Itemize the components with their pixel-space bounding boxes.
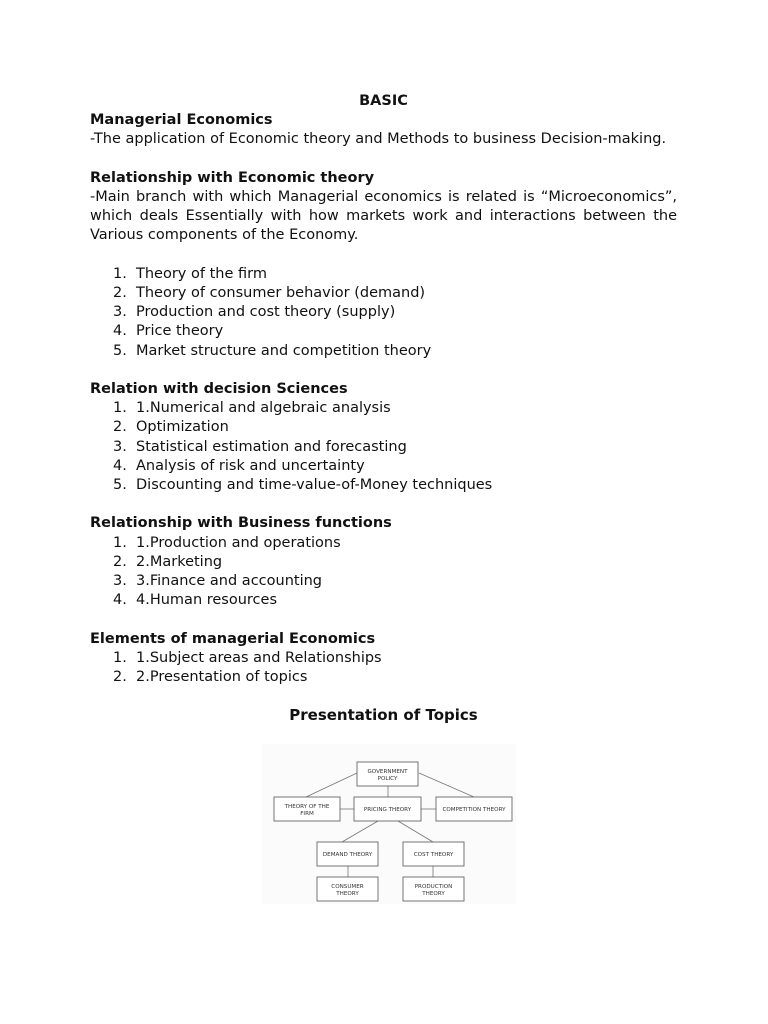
list-number: 2. — [113, 553, 127, 570]
section-text-economic-theory: -Main branch with which Managerial economics is related is “Microeconomics”, which deals Essentially with how markets work and interactions between the Various components of the Economy. — [90, 189, 677, 244]
list-number: 1. — [113, 400, 127, 417]
node-label: DEMAND THEORY — [322, 852, 373, 858]
list-item — [90, 457, 677, 476]
list-item-text: Statistical estimation and forecasting — [136, 438, 407, 455]
node-label: THEORY — [422, 891, 445, 897]
section-text-managerial-economics: -The application of Economic theory and Methods to business Decision-making. — [90, 131, 667, 148]
list-item — [90, 591, 677, 610]
list-item-text: 1.Numerical and algebraic analysis — [136, 400, 391, 417]
list-number: 3. — [113, 438, 127, 455]
list-item-text: Price theory — [136, 323, 224, 340]
connector-line — [342, 821, 378, 842]
connector-line — [306, 773, 357, 797]
elements-list — [90, 649, 677, 687]
list-item — [90, 342, 677, 361]
list-item-text: 2.Marketing — [136, 553, 223, 570]
list-item — [90, 322, 677, 341]
list-number: 2. — [113, 669, 127, 686]
list-item-text: Theory of the firm — [136, 265, 267, 282]
decision-sciences-list — [90, 399, 677, 495]
diagram-title: Presentation of Topics — [289, 706, 478, 725]
list-number: 1. — [113, 534, 127, 551]
node-label: CONSUMER — [331, 884, 364, 890]
list-item — [90, 284, 677, 303]
list-item — [90, 534, 677, 553]
list-number: 5. — [113, 342, 127, 359]
list-item-text: Market structure and competition theory — [136, 342, 432, 359]
node-label: THEORY OF THE — [284, 804, 330, 810]
list-item — [90, 303, 677, 322]
list-number: 2. — [113, 419, 127, 436]
business-functions-list — [90, 534, 677, 611]
list-number: 4. — [113, 592, 127, 609]
list-item-text: Discounting and time-value-of-Money techniques — [136, 477, 493, 494]
list-number: 3. — [113, 573, 127, 590]
list-item-text: 1.Subject areas and Relationships — [136, 649, 382, 666]
list-item — [90, 418, 677, 437]
economic-theory-list — [90, 265, 677, 361]
list-item-text: Analysis of risk and uncertainty — [136, 457, 365, 474]
list-number: 2. — [113, 285, 127, 301]
list-item-text: 3.Finance and accounting — [136, 573, 322, 590]
list-item-text: 2.Presentation of topics — [136, 669, 308, 686]
list-number: 4. — [113, 457, 127, 474]
section-heading-decision-sciences: Relation with decision Sciences — [90, 381, 348, 397]
list-item — [90, 438, 677, 457]
node-label: GOVERNMENT — [367, 769, 408, 775]
node-label: POLICY — [377, 776, 398, 782]
document-page — [90, 92, 677, 726]
list-item — [90, 399, 677, 418]
node-label: FIRM — [300, 811, 314, 817]
section-heading-elements: Elements of managerial Economics — [90, 630, 376, 647]
list-item — [90, 265, 677, 284]
node-label: COMPETITION THEORY — [442, 807, 506, 813]
list-item-text: Theory of consumer behavior (demand) — [136, 285, 426, 301]
node-label: COST THEORY — [413, 852, 454, 858]
connector-line — [398, 821, 433, 842]
list-item — [90, 553, 677, 572]
list-item-text: 1.Production and operations — [136, 534, 341, 551]
section-heading-economic-theory: Relationship with Economic theory — [90, 169, 375, 186]
list-item — [90, 476, 677, 495]
list-number: 1. — [113, 649, 127, 666]
list-item — [90, 649, 677, 668]
node-label: PRODUCTION — [414, 884, 453, 890]
node-label: PRICING THEORY — [363, 807, 412, 813]
list-item-text: Optimization — [136, 419, 229, 436]
section-heading-business-functions: Relationship with Business functions — [90, 515, 392, 532]
list-number: 3. — [113, 304, 127, 321]
list-number: 4. — [113, 323, 127, 340]
node-label: THEORY — [336, 891, 359, 897]
list-item — [90, 572, 677, 591]
list-item-text: 4.Human resources — [136, 592, 278, 609]
section-heading-managerial-economics: Managerial Economics — [90, 112, 273, 129]
list-item-text: Production and cost theory (supply) — [136, 304, 396, 321]
list-number: 5. — [113, 477, 127, 494]
list-number: 1. — [113, 265, 127, 282]
document-title: BASIC — [359, 93, 408, 109]
connector-line — [419, 773, 474, 797]
list-item — [90, 668, 677, 687]
topics-diagram — [262, 744, 516, 904]
